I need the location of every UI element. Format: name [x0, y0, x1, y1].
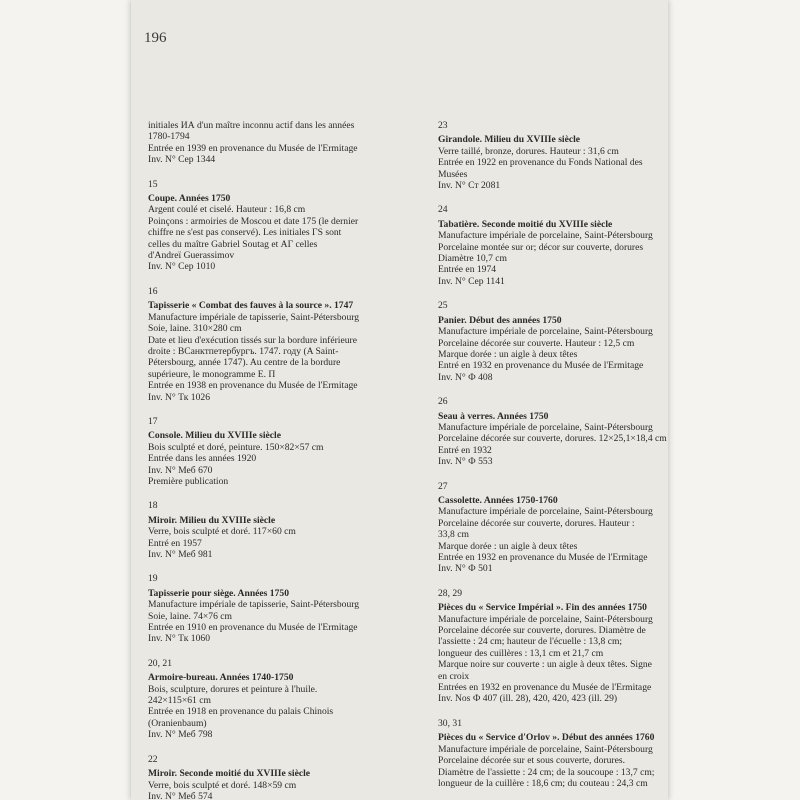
entry-number: 17 — [148, 415, 158, 427]
entry-line: en croix — [438, 670, 470, 682]
entry-line: Inv. N° Тк 1060 — [148, 633, 210, 645]
entry-line: Manufacture impériale de tapisserie, Saint-Pétersbourg — [148, 311, 360, 323]
entry-line: Inv. Nos Ф 407 (ill. 28), 420, 420, 423 (ill. 29) — [438, 693, 618, 705]
entry-line: Inv. N° Ф 553 — [438, 456, 493, 468]
entry-line: Soie, laine. 310×280 cm — [148, 323, 242, 335]
entry-line: Porcelaine décorée sur et sous couverte, dorures. — [438, 755, 626, 767]
entry-line: Inv. N° Меб 798 — [148, 729, 213, 741]
entry-line: Inv. N° Ф 408 — [438, 371, 493, 383]
entry-number: 16 — [148, 285, 158, 297]
entry-number: 27 — [438, 480, 448, 492]
entry-number: 19 — [148, 573, 158, 585]
entry-line: Inv. N° Ст 2081 — [438, 180, 501, 192]
entry-title: Seau à verres. Années 1750 — [438, 410, 549, 422]
entry-line: Inv. N° Меб 981 — [148, 549, 213, 560]
entry-line: Inv. N° Cep 1141 — [438, 275, 505, 287]
entry-line: d'Andreï Guerassimov — [148, 250, 235, 262]
entry-line: Poinçons : armoiries de Moscou et date 175 (le dernier — [148, 215, 359, 227]
catalog-entry — [148, 120, 423, 166]
catalog-entry — [148, 179, 423, 273]
left-column — [148, 120, 423, 800]
entry-line: Inv. N° Меб 574 — [148, 790, 213, 800]
catalog-entry — [438, 396, 667, 468]
entry-title: Miroir. Seconde moitié du XVIIIe siècle — [148, 768, 311, 780]
entry-line: Porcelaine décorée sur couverte, dorures. Diamètre de — [438, 625, 646, 637]
entry-line: l'assiette : 24 cm; hauteur de l'écuelle : 13,8 cm; — [438, 636, 623, 648]
entry-line: Entrée en 1922 en provenance du Fonds National des — [438, 157, 643, 169]
entry-line: Entrée en 1939 en provenance du Musée de l'Ermitage — [148, 142, 358, 154]
catalog-entry — [148, 658, 423, 741]
entry-line: Entrée dans les années 1920 — [148, 453, 257, 465]
entry-title: Pièces du « Service Impérial ». Fin des années 1750 — [438, 602, 647, 614]
entry-number: 25 — [438, 300, 448, 312]
catalog-entry — [148, 286, 423, 403]
catalog-entry — [148, 573, 423, 644]
entry-line: Entrées en 1932 en provenance du Musée de l'Ermitage — [438, 682, 652, 694]
entry-line: Date et lieu d'exécution tissés sur la bordure inférieure — [148, 334, 357, 346]
entry-number: 22 — [148, 753, 158, 765]
catalog-entry — [438, 481, 663, 575]
entry-line: Soie, laine. 74×76 cm — [148, 610, 233, 622]
entry-line: Entrée en 1910 en provenance du Musée de l'Ermitage — [148, 622, 358, 634]
entry-line: Entrée en 1938 en provenance du Musée de l'Ermitage — [148, 380, 358, 392]
entry-line: Inv. N° Меб 670 — [148, 464, 213, 476]
catalog-entry — [438, 588, 663, 705]
entry-line: (Oranienbaum) — [148, 717, 207, 729]
entry-line: Manufacture impériale de porcelaine, Saint-Pétersbourg — [438, 326, 653, 338]
entry-title: Coupe. Années 1750 — [148, 193, 231, 205]
entry-line: Inv. N° Ф 501 — [438, 563, 493, 575]
entry-line: Verre, bois sculpté et doré. 148×59 cm — [148, 779, 297, 791]
entry-line: Porcelaine décorée sur couverte, dorures. 12×25,1×18,4 cm — [438, 433, 667, 445]
entry-line: Diamètre de l'assiette : 24 cm; de la soucoupe : 13,7 cm; — [438, 766, 655, 778]
entry-title: Pièces du « Service d'Orlov ». Début des années 1760 — [438, 732, 655, 744]
entry-line: Porcelaine décorée sur couverte, dorures. Hauteur : — [438, 517, 635, 529]
entry-line: Entré en 1932 en provenance du Musée de l'Ermitage — [438, 360, 644, 372]
entry-line: Inv. N° Тк 1026 — [148, 391, 210, 403]
entry-line: Diamètre 10,7 cm — [438, 253, 507, 265]
entry-line: droite : ВСанктпетербургъ. 1747. году (A Saint- — [148, 345, 339, 357]
entry-line: Marque noire sur couverte : un aigle à deux têtes. Signe — [438, 659, 652, 671]
entry-line: Manufacture impériale de porcelaine, Saint-Pétersbourg — [438, 743, 653, 755]
entry-line: Manufacture impériale de porcelaine, Saint-Pétersbourg — [438, 506, 653, 518]
entry-title: Console. Milieu du XVIIIe siècle — [148, 430, 281, 442]
entry-number: 18 — [148, 500, 158, 512]
entry-line: Entré en 1957 — [148, 537, 202, 549]
entry-line: initiales ИА d'un maître inconnu actif dans les années — [148, 120, 355, 131]
catalog-entry — [438, 204, 663, 287]
entry-line: Argent coulé et ciselé. Hauteur : 16,8 cm — [148, 204, 306, 216]
catalog-entry — [438, 718, 663, 789]
entry-line: Entré en 1932 — [438, 444, 492, 456]
entry-number: 28, 29 — [438, 587, 462, 599]
entry-title: Panier. Début des années 1750 — [438, 314, 562, 326]
entry-line: Entrée en 1974 — [438, 264, 497, 276]
entry-line: 1780-1794 — [148, 131, 190, 143]
entry-line: Porcelaine décorée sur couverte. Hauteur : 12,5 cm — [438, 337, 635, 349]
entry-number: 15 — [148, 178, 158, 190]
entry-line: Manufacture impériale de porcelaine, Saint-Pétersbourg — [438, 613, 653, 625]
entry-line: Marque dorée : un aigle à deux têtes — [438, 540, 578, 552]
entry-line: Manufacture impériale de tapisserie, Saint-Pétersbourg — [148, 599, 360, 611]
entry-line: 33,8 cm — [438, 529, 469, 541]
catalog-entry — [148, 754, 423, 800]
entry-line: Inv. N° Cep 1344 — [148, 154, 216, 166]
entry-line: Pétersbourg, année 1747). Au centre de la bordure — [148, 357, 341, 369]
entry-line: Musées — [438, 168, 468, 180]
catalog-entry — [438, 300, 663, 383]
entry-line: 242×115×61 cm — [148, 695, 211, 707]
entry-line: Manufacture impériale de porcelaine, Saint-Pétersbourg — [438, 421, 653, 433]
entry-number: 23 — [438, 120, 448, 131]
entry-title: Tapisserie pour siège. Années 1750 — [148, 587, 289, 599]
book-page — [131, 0, 668, 800]
entry-line: Inv. N° Cep 1010 — [148, 261, 216, 273]
entry-line: longueur des cuillères : 13,1 cm et 21,7 cm — [438, 647, 604, 659]
page-number: 196 — [144, 30, 167, 46]
entry-line: Première publication — [148, 475, 229, 487]
catalog-entry — [438, 120, 663, 191]
entry-line: celles du maître Gabriel Soutag et АГ celles — [148, 238, 318, 250]
entry-line: longueur de la cuillère : 18,6 cm; du couteau : 24,3 cm — [438, 777, 648, 789]
entry-line: Entrée en 1932 en provenance du Musée de l'Ermitage — [438, 552, 648, 563]
entry-line: Entrée en 1918 en provenance du palais Chinois — [148, 706, 334, 718]
entry-line: Porcelaine montée sur or; décor sur couverte, dorures — [438, 241, 644, 253]
entry-title: Girandole. Milieu du XVIIIe siècle — [438, 134, 581, 146]
entry-number: 24 — [438, 204, 448, 216]
entry-line: Bois, sculpture, dorures et peinture à l'huile. — [148, 683, 318, 695]
entry-title: Miroir. Milieu du XVIIIe siècle — [148, 514, 276, 526]
entry-line: chiffre ne s'est pas conservé). Les initiales ГS sont — [148, 227, 342, 239]
entry-number: 30, 31 — [438, 717, 462, 729]
entry-line: Manufacture impériale de porcelaine, Saint-Pétersbourg — [438, 230, 653, 242]
entry-line: supérieure, le monogramme Е. П — [148, 368, 276, 380]
entry-number: 20, 21 — [148, 657, 172, 669]
entry-line: Bois sculpté et doré, peinture. 150×82×57 cm — [148, 441, 324, 453]
entry-title: Tapisserie « Combat des fauves à la source ». 1747 — [148, 300, 354, 312]
catalog-entry — [148, 416, 423, 487]
entry-title: Armoire-bureau. Années 1740-1750 — [148, 672, 294, 684]
entry-line: Marque dorée : un aigle à deux têtes — [438, 348, 578, 360]
catalog-entry — [148, 500, 423, 560]
entry-title: Tabatière. Seconde moitié du XVIIIe siècle — [438, 218, 613, 230]
entry-title: Cassolette. Années 1750-1760 — [438, 494, 558, 506]
right-column — [438, 120, 667, 800]
entry-number: 26 — [438, 396, 448, 408]
entry-line: Verre, bois sculpté et doré. 117×60 cm — [148, 526, 296, 538]
entry-line: Verre taillé, bronze, dorures. Hauteur : 31,6 cm — [438, 145, 619, 157]
